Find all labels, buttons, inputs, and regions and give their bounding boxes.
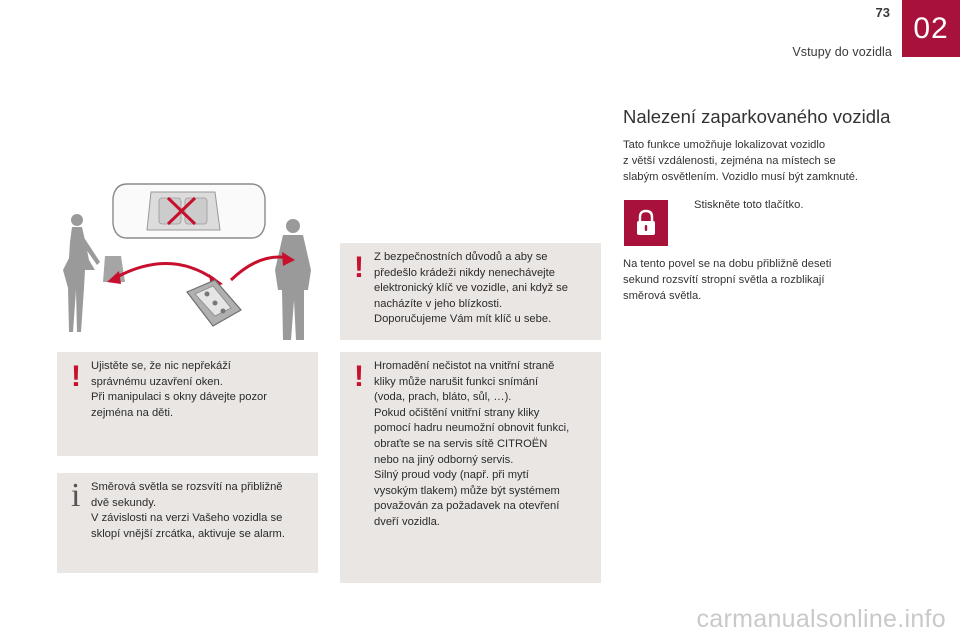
info-box-indicators (57, 473, 318, 573)
text-line: Směrová světla se rozsvítí na přibližně (91, 481, 283, 493)
text-line: Na tento povel se na dobu přibližně deseti (623, 258, 832, 270)
text-line: nacházíte v jeho blízkosti. (374, 297, 503, 310)
chapter-tab: 02 (902, 0, 960, 57)
warning-icon: ! (71, 360, 81, 393)
text-line: vysokým tlakem) může být systémem (374, 484, 560, 497)
text-line: Pokud očištění vnitřní strany kliky (374, 406, 540, 419)
text-line: považován za požadavek na otevření (374, 500, 560, 513)
car-top-view (113, 184, 265, 238)
text-line: sklopí vnější zrcátka, aktivuje se alarm. (91, 527, 285, 540)
text-line: správnému uzavření oken. (91, 375, 223, 388)
info-icon: i (71, 477, 81, 514)
watermark: carmanualsonline.info (696, 605, 946, 633)
text-line: zejména na děti. (91, 406, 174, 419)
text-line: V závislosti na verzi Vašeho vozidla se (91, 512, 283, 525)
section-intro (623, 137, 898, 185)
text-line: Tato funkce umožňuje lokalizovat vozidlo (623, 139, 826, 151)
man-silhouette (275, 219, 311, 340)
text-line: Při manipulaci s okny dávejte pozor (91, 391, 267, 404)
instruction-text: Stiskněte toto tlačítko. (694, 199, 804, 211)
warning-box-handle-dirt (340, 352, 601, 583)
text-line: směrová světla. (623, 290, 702, 302)
text-line: nebo na jiný odborný servis. (374, 453, 514, 466)
text-line: (voda, prach, bláto, sůl, …). (374, 391, 512, 404)
text-line: dvě sekundy. (91, 496, 157, 509)
text-line: sekund rozsvítí stropní světla a rozblikají (623, 274, 825, 286)
instruction-step (684, 199, 803, 211)
warning-text (91, 359, 310, 421)
key-fob (187, 280, 241, 326)
warning-text (374, 359, 593, 531)
text-line: kliky může narušit funkci snímání (374, 375, 539, 388)
car-key-illustration (55, 170, 325, 345)
text-line: z větší vzdálenosti, zejména na místech se (623, 155, 836, 167)
text-line: Hromadění nečistot na vnitřní straně (374, 360, 555, 372)
text-line: Doporučujeme Vám mít klíč u sebe. (374, 313, 552, 326)
lock-icon (635, 209, 657, 237)
section-result (623, 256, 893, 304)
warning-box-key-security (340, 243, 601, 340)
text-line: Silný proud vody (např. při mytí (374, 469, 529, 482)
text-line: obraťte se na servis sítě CITROËN (374, 437, 548, 450)
text-line: slabým osvětlením. Vozidlo musí být zamknuté. (623, 171, 859, 183)
text-line: Ujistěte se, že nic nepřekáží (91, 360, 231, 372)
lock-button-illustration (624, 200, 668, 246)
text-line: předešlo krádeži nikdy nenechávejte (374, 266, 555, 279)
warning-icon: ! (354, 251, 364, 284)
section-title: Nalezení zaparkovaného vozidla (623, 106, 891, 127)
text-line: elektronický klíč ve vozidle, ani když se (374, 282, 568, 295)
info-text (91, 480, 310, 542)
text-line: pomocí hadru neumožní obnovit funkci, (374, 422, 570, 435)
warning-text (374, 250, 593, 328)
warning-icon: ! (354, 360, 364, 393)
signal-arrow (107, 252, 295, 288)
warning-box-windows (57, 352, 318, 456)
text-line: Z bezpečnostních důvodů a aby se (374, 251, 548, 263)
chapter-title: Vstupy do vozidla (792, 45, 892, 59)
text-line: dveří vozidla. (374, 515, 440, 528)
page-number: 73 (875, 5, 890, 20)
